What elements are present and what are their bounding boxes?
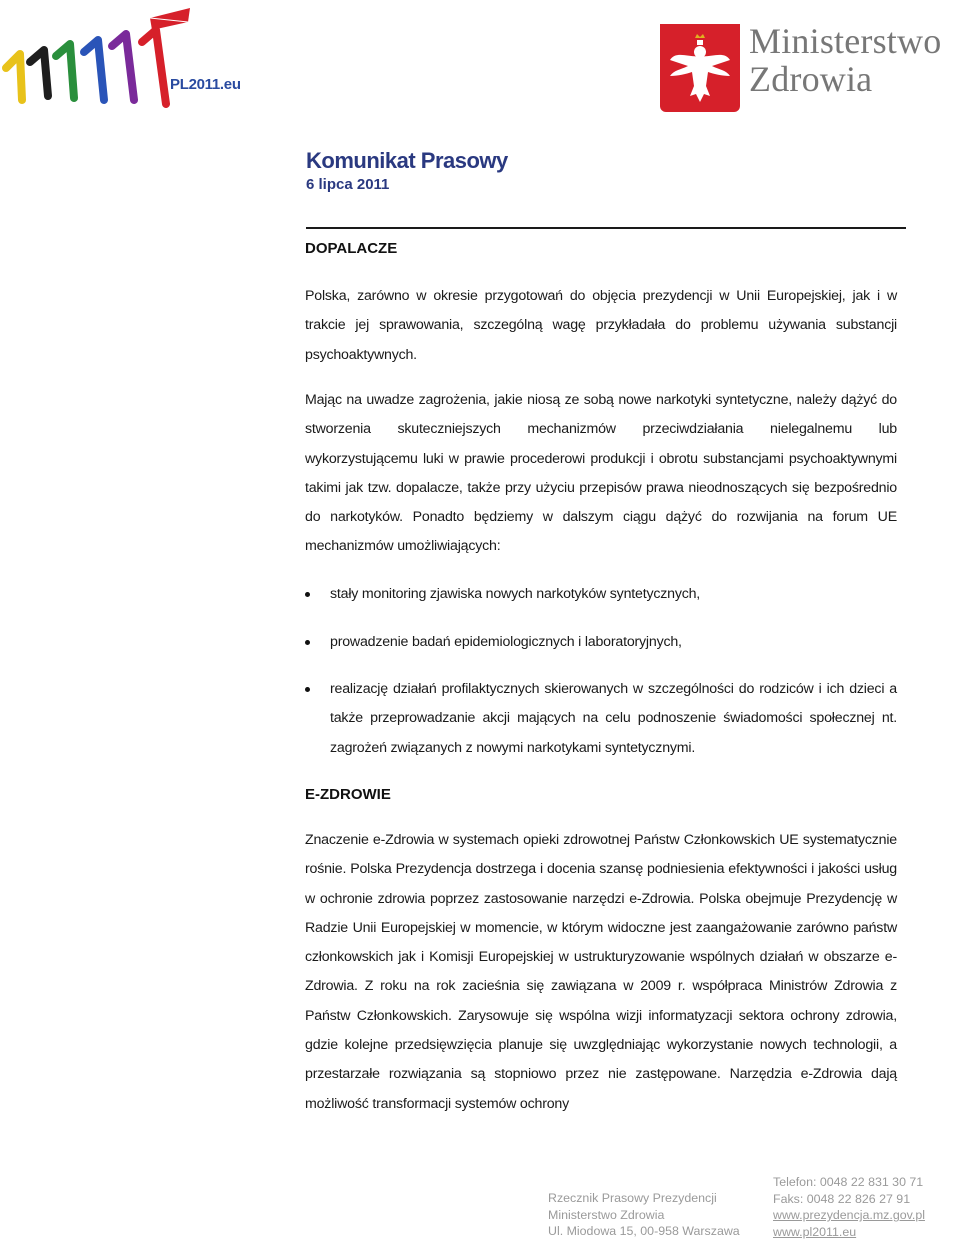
list-item-text: realizację działań profilaktycznych skierowanych w szczególności do rodziców i ich dzieci a także przeprowadzanie akcji mających na celu podnoszenie świadomości społecznej nt. zagrożeń związanych z nowymi narkotykami syntetycznymi. [330, 681, 897, 756]
document-date: 6 lipca 2011 [306, 176, 390, 193]
pl2011-logo-text: PL2011.eu [170, 76, 241, 93]
footer-line: Rzecznik Prasowy Prezydencji [548, 1191, 717, 1205]
paragraph-synthetic-drugs: Mając na uwadze zagrożenia, jakie niosą ze sobą nowe narkotyki syntetyczne, należy dążyć do stworzenia skuteczniejszych mechanizmów przeciwdziałania nielegalnemu lub wykorzystującemu luki w prawie procederowi produkcji i obrotu substancjami psychoaktywnymi takimi jak tzw. dopalacze, także przy użyciu przepisów prawa nieodnoszących się bezpośrednio do narkotyków. Ponadto będziemy w dalszym ciągu dążyć do rozwijania na forum UE mechanizmów umożliwiających: [305, 392, 897, 555]
ministry-name-line1: Ministerstwo [749, 21, 942, 61]
footer-fax: Faks: 0048 22 826 27 91 [773, 1191, 911, 1206]
section-heading-dopalacze: DOPALACZE [305, 240, 398, 257]
document-title: Komunikat Prasowy [306, 148, 508, 173]
paragraph-intro: Polska, zarówno w okresie przygotowań do objęcia prezydencji w Unii Europejskiej, jak i w trakcie jej sprawowania, szczególną wagę przykładała do problemu używania substancji psychoaktywnych. [305, 288, 897, 363]
bullet-icon [305, 592, 310, 597]
ministry-name [749, 22, 941, 98]
bullet-icon [305, 640, 310, 645]
footer-contact-address [548, 1190, 740, 1240]
footer-contact-details [773, 1174, 925, 1240]
list-item-text: stały monitoring zjawiska nowych narkotyków syntetycznych, [330, 586, 701, 602]
pl2011-logo [0, 4, 240, 108]
list-item [305, 580, 897, 609]
footer-line: Ministerstwo Zdrowia [548, 1207, 665, 1222]
list-item-text: prowadzenie badań epidemiologicznych i laboratoryjnych, [330, 634, 682, 650]
footer-phone: Telefon: 0048 22 831 30 71 [773, 1175, 924, 1189]
polish-eagle-crest-icon [660, 24, 740, 112]
title-divider [306, 227, 906, 229]
list-item [305, 628, 897, 657]
ministry-logo [660, 22, 960, 114]
section-heading-e-zdrowie: E-ZDROWIE [305, 786, 391, 803]
footer-link-pl2011[interactable]: www.pl2011.eu [773, 1224, 857, 1239]
footer-line: Ul. Miodowa 15, 00-958 Warszawa [548, 1224, 740, 1238]
list-item [305, 675, 897, 763]
bullet-icon [305, 687, 310, 692]
ministry-name-line2: Zdrowia [749, 59, 873, 99]
footer-link-prezydencja[interactable]: www.prezydencja.mz.gov.pl [773, 1208, 925, 1222]
paragraph-e-health: Znaczenie e-Zdrowia w systemach opieki zdrowotnej Państw Członkowskich UE systematycznie rośnie. Polska Prezydencja dostrzega i docenia szansę podniesienia efektywności i jakości usług w ochronie zdrowia poprzez zastosowanie narzędzi e-Zdrowia. Polska obejmuje Prezydencję w Radzie Unii Europejskiej w momencie, w którym widoczne jest zaangażowanie zarówno państw członkowskich jak i Komisji Europejskiej w ustrukturyzowanie wspólnych działań w obszarze e-Zdrowia. Z roku na rok zacieśnia się zawiązana w 2009 r. współpraca Ministrów Zdrowia z Państw Członkowskich. Zarysowuje się wspólna wizji informatyzacji sektora ochrony zdrowia, gdzie kolejne przedsięwzięcia planuje się uwzględniając wykorzystanie nowych technologii, a przestarzałe rozwiązania są stopniowo przez nie zastępowane. Narzędzia e-Zdrowia dają możliwość transformacji systemów ochrony [305, 832, 897, 1112]
